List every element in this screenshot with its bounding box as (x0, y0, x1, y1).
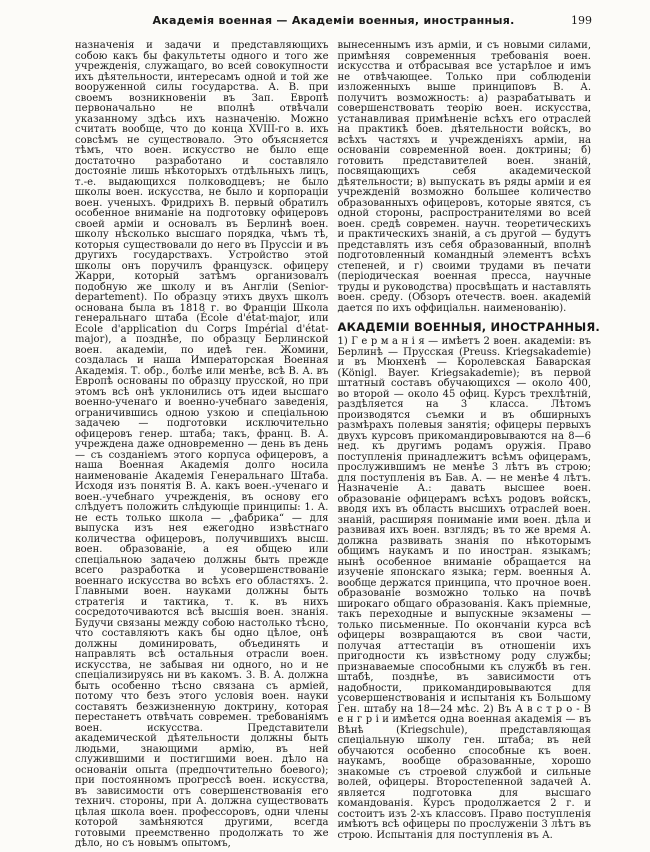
text-column-left (75, 41, 329, 850)
body-paragraph-left: назначенія и задачи и представляющихъ собою какъ бы факультеты одного и того же учрежденія, служащаго, во всей совокупности ихъ дѣятельности, интересамъ одной и той же вооруженной силы государства. А. В. при своемъ возникновеніи въ Зап. Европѣ первоначально не вполнѣ отвѣчали указанному здѣсь ихъ назначенію. Можно считать вообще, что до конца XVIII-го в. ихъ совсѣмъ не существовало. Это объясняется тѣмъ, что воен. искусство не было еще достаточно разработано и составляло достояніе лишь нѣкоторыхъ отдѣльныхъ лицъ, т.-е. выдающихся полководцевъ; не было школы воен. искусства, не было и корпораціи воен. ученыхъ. Фридрихъ В. первый обратилъ особенное вниманіе на подготовку офицеровъ своей арміи и основалъ въ Берлинѣ воен. школу нѣсколько высшаго порядка, чѣмъ тѣ, которыя существовали до него въ Пруссіи и въ другихъ государствахъ. Устройство этой школы онъ поручилъ французск. офицеру Жарри, который затѣмъ организовалъ подобную же школу и въ Англіи (Senior-departement). По образцу этихъ двухъ школъ основана была въ 1818 г. во Франціи Школа генеральнаго штаба (École d'état-major, или Ecole d'application du Corps Impérial d'état-major), а позднѣе, по образцу Берлинской воен. академіи, по идеѣ ген. Жомини, создалась и наша Императорская Военная Академія. Т. обр., болѣе или менѣе, всѣ В. А. въ Европѣ основаны по образцу прусской, но при этомъ всѣ онѣ уклонились отъ идеи высшаго военно-ученаго и военно-учебнаго заведенія, ограничившись одною узкою и спеціальною задачею — подготовки исключительно офицеровъ генер. штаба; такъ, франц. В. А. учреждена даже одновременно — день въ день — съ созданіемъ этого корпуса офицеровъ, а наша Военная Академія долго носила наименованіе Академія Генеральнаго Штаба. Исходя изъ понятія В. А. какъ воен.-ученаго и воен.-учебнаго учрежденія, въ основу его слѣдуетъ положить слѣдующіе принципы: 1. А. не есть только школа — „фабрика“ — для выпуска изъ нея ежегодно извѣстнаго количества офицеровъ, получившихъ высш. воен. образованіе, а ея общею или спеціальною задачею должны быть прежде всего разработка и усовершенствованіе военнаго искусства во всѣхъ его областяхъ. 2. Главными воен. науками должны быть стратегія и тактика, т. к. въ нихъ сосредоточиваются всѣ высшія воен. знанія. Будучи связаны между собою настолько тѣсно, что составляютъ какъ бы одно цѣлое, онѣ должны доминировать, объединять и направлять всѣ остальныя отрасли воен. искусства, не забывая ни одного, но и не спеціализируясь ни въ какомъ. 3. В. А. должна быть особенно тѣсно связана съ арміей, потому что безъ этого условія воен. науки составятъ безжизненную доктрину, которая перестанетъ отвѣчать современ. требованіямъ воен. искусства. Представители академической дѣятельности должны быть людьми, знающими армію, въ ней служившими и постигшими воен. дѣло на основаніи опыта (предпочтительно боевого); при постоянномъ прогрессѣ воен. искусства, въ зависимости отъ совершенствованія его технич. стороны, при А. должна существовать цѣлая школа воен. профессоровъ, одни члены которой замѣняются другими, всегда готовыми преемственно продолжать то же дѣло, но съ новымъ опытомъ, (75, 40, 329, 849)
section-heading: АКАДЕМІИ ВОЕННЫЯ, ИНОСТРАННЫЯ. (337, 320, 600, 334)
page-title: Академія военная — Академіи военныя, иностранныя. (152, 14, 515, 27)
body-paragraph-right-top: вынесеннымъ изъ арміи, и съ новыми силами, примѣняя современныя требованія воен. искусства и отбрасывая все устарѣлое и имъ не отвѣчающее. Только при соблюденіи изложенныхъ выше принциповъ В. А. получитъ возможность: а) разрабатывать и совершенствовать теорію воен. искусства, устанавливая примѣненіе всѣхъ его отраслей на практикѣ боев. дѣятельности войскъ, во всѣхъ частяхъ и учрежденіяхъ арміи, на основаніи современной воен. доктрины; б) готовить представителей воен. знаній, посвящающихъ себя академической дѣятельности; в) выпускать въ ряды арміи и ея учрежденій возможно большее количество образованныхъ офицеровъ, которые явятся, съ одной стороны, распространителями во всей воен. средѣ современ. научн. теоретическихъ и практическихъ знаній, а съ другой — будутъ представлять изъ себя образованный, вполнѣ подготовленный командный элементъ всѣхъ степеней, и г) своими трудами въ печати (періодическая военная пресса, научные труды и руководства) просвѣщать и наставлять воен. среду. (Обзоръ отечеств. воен. академій дается по ихъ оффиціальн. наименованію). (337, 40, 591, 314)
text-column-right (337, 40, 600, 850)
page-number: 199 (571, 14, 592, 27)
text-content (75, 40, 600, 850)
body-paragraph-foreign-academies: 1) Г е р м а н і я — имѣетъ 2 воен. академіи: въ Берлинѣ — Прусская (Preuss. Kriegsakademie) и въ Мюнхенѣ — Королевская Баварская (Königl. Bayer. Kriegsakademie); въ первой штатный составъ обучающихся — около 400, во второй — около 45 офиц. Курсъ трехлѣтній, раздѣляется на 3 класса. Лѣтомъ производятся съемки и въ обширныхъ размѣрахъ полевыя занятія; офицеры первыхъ двухъ курсовъ прикомандировываются на 8—6 нед. къ другимъ родамъ оружія. Право поступленія принадлежитъ всѣмъ офицерамъ, прослужившимъ не менѣе 3 лѣтъ въ строю; для поступленія въ Бав. А. — не менѣе 4 лѣтъ. Назначеніе А.: давать высшее воен. образованіе офицерамъ всѣхъ родовъ войскъ, вводя ихъ въ область высшихъ отраслей воен. знаній, расширяя пониманіе ими воен. дѣла и развивая ихъ воен. взглядъ; въ то же время А. должна развивать знанія по нѣкоторымъ общимъ наукамъ и по иностран. языкамъ; нынѣ особенное вниманіе обращается на изученіе японскаго языка; герм. военныя А. вообще держатся принципа, что прочное воен. образованіе возможно только на почвѣ широкаго общаго образованія. Какъ пріемные, такъ переходные и выпускные экзамены — только письменные. По окончаніи курса всѣ офицеры возвращаются въ свои части, получая аттестаціи въ отношеніи ихъ пригодности къ извѣстному роду службы; признаваемые способными къ службѣ въ ген. штабѣ, позднѣе, въ зависимости отъ надобности, прикомандировываются для усовершенствованія и испытанія къ Большому Ген. штабу на 18—24 мѣс. 2) Въ А в с т р о - В е н г р і и имѣется одна военная академія — въ Вѣнѣ (Kriegschule), представляющая спеціальную школу ген. штаба; въ ней обучаются особенно способные къ воен. наукамъ, вообще образованные, хорошо знакомые съ строевой службой и сильные волей, офицеры. Второстепенной задачей А. является подготовка для высшаго командованія. Курсъ продолжается 2 г. и состоитъ изъ 2-хъ классовъ. Право поступленія имѣютъ всѣ офицеры по прослуженіи 3 лѣтъ въ строю. Испытанія для поступленія въ А. (337, 336, 591, 841)
running-header (75, 14, 592, 30)
